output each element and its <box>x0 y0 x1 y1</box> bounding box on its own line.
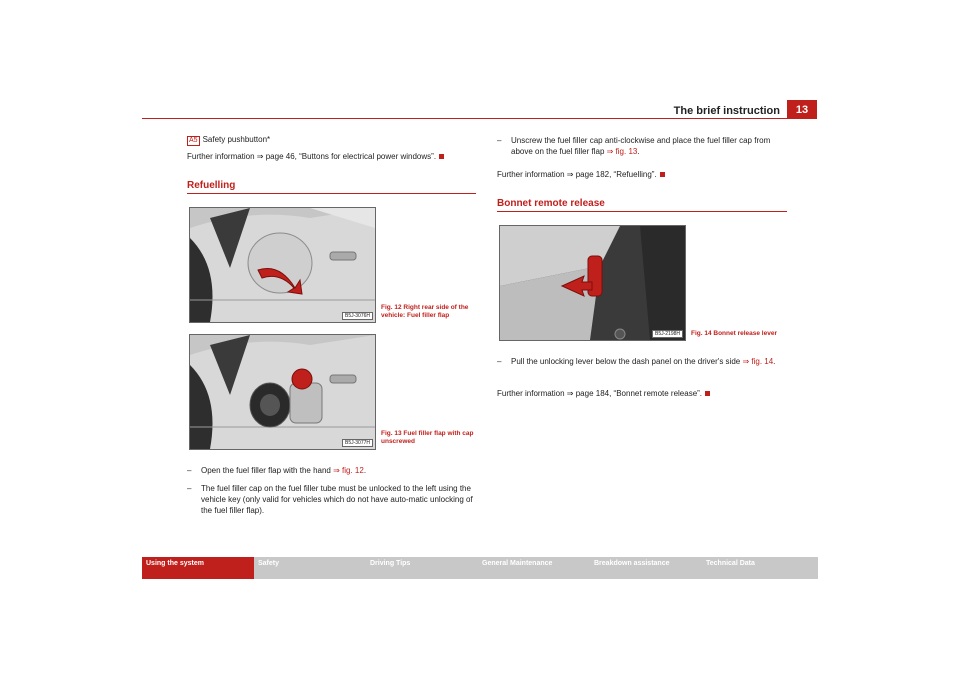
fuel-flap-illustration <box>190 208 375 322</box>
end-marker <box>660 172 665 177</box>
step-dash: – <box>187 466 192 475</box>
tab-general-maintenance[interactable]: General Maintenance <box>482 560 553 567</box>
end-marker <box>705 391 710 396</box>
tab-breakdown-assistance[interactable]: Breakdown assistance <box>594 560 670 567</box>
section-rule <box>187 193 476 194</box>
step-end: . <box>773 357 776 366</box>
figure-link[interactable]: ⇒ fig. 12 <box>333 466 364 475</box>
figure-caption-13: Fig. 13 Fuel filler flap with cap unscrewed <box>381 430 474 445</box>
further-info-power-windows <box>187 151 477 162</box>
fuel-cap-illustration <box>190 335 375 449</box>
chapter-title: The brief instruction <box>673 105 780 117</box>
tab-technical-data[interactable]: Technical Data <box>706 560 755 567</box>
section-title-refuelling: Refuelling <box>187 180 236 191</box>
bonnet-lever-illustration <box>500 226 685 340</box>
figure-caption-12: Fig. 12 Right rear side of the vehicle: Fuel filler flap <box>381 304 469 319</box>
figure-caption-14: Fig. 14 Bonnet release lever <box>691 330 777 337</box>
page-number: 13 <box>787 100 817 119</box>
end-marker <box>439 154 444 159</box>
step-text: Unscrew the fuel filler cap anti-clockwise and place the fuel filler cap from above on the fuel filler flap <box>511 136 771 156</box>
step-dash: – <box>497 136 502 145</box>
figure-link[interactable]: ⇒ fig. 14 <box>742 357 774 366</box>
tab-driving-tips[interactable]: Driving Tips <box>370 560 411 567</box>
further-info-bonnet <box>497 388 787 399</box>
figure-link[interactable]: ⇒ fig. 13 <box>606 147 638 156</box>
step-text: Pull the unlocking lever below the dash panel on the driver's side <box>511 357 743 366</box>
further-info-text: Further information ⇒ page 184, “Bonnet remote release”. <box>497 389 703 398</box>
step-unlock-cap <box>187 483 482 516</box>
section-title-bonnet: Bonnet remote release <box>497 198 605 209</box>
further-info-refuelling <box>497 169 787 180</box>
figure-code: B5J-3077H <box>342 439 373 447</box>
step-dash: – <box>187 484 192 493</box>
figure-fuel-filler-flap <box>189 207 376 323</box>
figure-bonnet-release-lever <box>499 225 686 341</box>
step-open-flap <box>187 465 482 476</box>
further-info-text: Further information ⇒ page 182, “Refuelling”. <box>497 170 657 179</box>
step-pull-lever <box>497 356 789 367</box>
step-text: Open the fuel filler flap with the hand <box>201 466 334 475</box>
figure-code: B5J-2198H <box>652 330 683 338</box>
figure-code: B5J-3076H <box>342 312 373 320</box>
further-info-text: Further information ⇒ page 46, “Buttons for electrical power windows”. <box>187 152 437 161</box>
tab-safety[interactable]: Safety <box>258 560 280 567</box>
step-dash: – <box>497 357 502 366</box>
step-end: . <box>363 466 367 475</box>
step-text: The fuel filler cap on the fuel filler tube must be unlocked to the left using the vehicle key (only valid for vehicles which do not have auto-matic unlocking of the fuel filler flap). <box>201 484 473 515</box>
item-tag: A5 <box>189 137 198 144</box>
section-rule <box>497 211 787 212</box>
safety-pushbutton-item <box>187 134 477 146</box>
item-label: Safety pushbutton* <box>202 135 271 144</box>
tab-using-the-system[interactable]: Using the system <box>142 557 254 579</box>
step-unscrew-cap <box>497 135 789 157</box>
step-end: . <box>637 147 640 156</box>
header-rule <box>142 118 817 119</box>
figure-fuel-cap-unscrewed <box>189 334 376 450</box>
footer-navigation <box>142 557 818 579</box>
